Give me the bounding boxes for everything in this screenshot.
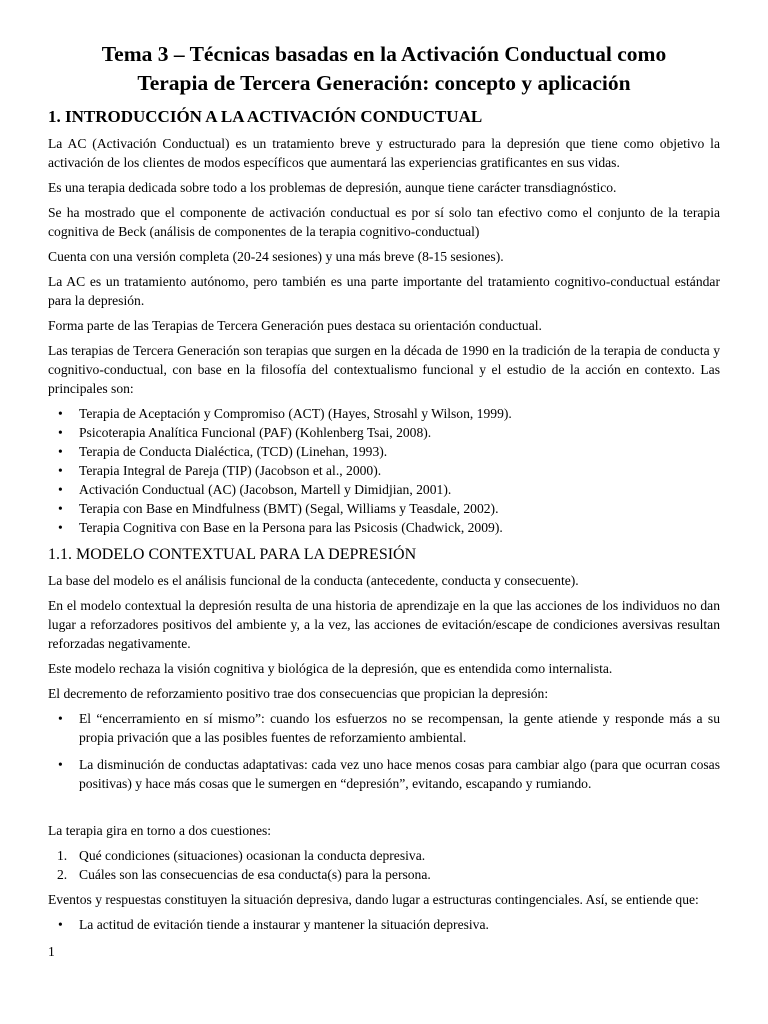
list-item xyxy=(48,846,720,865)
paragraph: Las terapias de Tercera Generación son terapias que surgen en la década de 1990 en la tradición de la terapia de conducta y cognitivo-conductual, con base en la filosofía del contextualismo funcional y el estudio de la acción en contexto. Las principales son: xyxy=(48,343,720,396)
list-text: Cuáles son las consecuencias de esa conducta(s) para la persona. xyxy=(79,867,431,882)
title-line-2: Terapia de Tercera Generación: concepto y aplicación xyxy=(137,71,631,95)
list-number: 2. xyxy=(57,867,68,882)
page-number: 1 xyxy=(48,944,55,959)
list-item: • Terapia de Conducta Dialéctica, (TCD) (Linehan, 1993). xyxy=(48,442,720,461)
list-item: • Terapia Integral de Pareja (TIP) (Jacobson et al., 2000). xyxy=(48,461,720,480)
list-item: • La disminución de conductas adaptativas: cada vez uno hace menos cosas para cambiar algo (para que ocurran cosas positivas) y hace más cosas que le sumergen en “depresión”, evitando, escapando y rumiando. xyxy=(48,755,720,793)
paragraph: La terapia gira en torno a dos cuestiones: xyxy=(48,823,272,838)
paragraph: Eventos y respuestas constituyen la situación depresiva, dando lugar a estructuras contingenciales. Así, se entiende que: xyxy=(48,892,699,907)
paragraph: Cuenta con una versión completa (20-24 sesiones) y una más breve (8-15 sesiones). xyxy=(48,249,504,264)
list-item: • Activación Conductual (AC) (Jacobson, Martell y Dimidjian, 2001). xyxy=(48,480,720,499)
section-1-heading: 1. INTRODUCCIÓN A LA ACTIVACIÓN CONDUCTUAL xyxy=(48,107,483,126)
paragraph: Forma parte de las Terapias de Tercera Generación pues destaca su orientación conductual. xyxy=(48,318,542,333)
list-item: • El “encerramiento en sí mismo”: cuando los esfuerzos no se recompensan, la gente atiende y responde más a su propia privación que a las posibles fuentes de reforzamiento ambiental. xyxy=(48,709,720,747)
section-1-1-heading: 1.1. MODELO CONTEXTUAL PARA LA DEPRESIÓN xyxy=(48,546,417,563)
paragraph: La AC (Activación Conductual) es un tratamiento breve y estructurado para la depresión que tiene como objetivo la activación de los clientes de modos específicos que aumentará las experiencias gratificantes en sus vidas. xyxy=(48,136,720,170)
paragraph: Se ha mostrado que el componente de activación conductual es por sí solo tan efectivo como el conjunto de la terapia cognitiva de Beck (análisis de componentes de la terapia cognitivo-conductual) xyxy=(48,205,720,239)
list-item: • Terapia con Base en Mindfulness (BMT) (Segal, Williams y Teasdale, 2002). xyxy=(48,499,720,518)
list-item: • La actitud de evitación tiende a instaurar y mantener la situación depresiva. xyxy=(48,915,720,934)
document-title xyxy=(48,40,720,98)
paragraph: La base del modelo es el análisis funcional de la conducta (antecedente, conducta y consecuente). xyxy=(48,573,579,588)
paragraph: Este modelo rechaza la visión cognitiva y biológica de la depresión, que es entendida como internalista. xyxy=(48,661,613,676)
therapies-list xyxy=(48,404,720,537)
list-text: Qué condiciones (situaciones) ocasionan la conducta depresiva. xyxy=(79,848,426,863)
consequences-list xyxy=(48,709,720,793)
list-item: • Terapia de Aceptación y Compromiso (ACT) (Hayes, Strosahl y Wilson, 1999). xyxy=(48,404,720,423)
list-item xyxy=(48,865,720,884)
final-list xyxy=(48,915,720,934)
list-number: 1. xyxy=(57,848,68,863)
list-item: • Psicoterapia Analítica Funcional (PAF) (Kohlenberg Tsai, 2008). xyxy=(48,423,720,442)
questions-list xyxy=(48,846,720,884)
paragraph: Es una terapia dedicada sobre todo a los problemas de depresión, aunque tiene carácter transdiagnóstico. xyxy=(48,180,617,195)
paragraph: La AC es un tratamiento autónomo, pero también es una parte importante del tratamiento cognitivo-conductual estándar para la depresión. xyxy=(48,274,720,308)
paragraph: El decremento de reforzamiento positivo trae dos consecuencias que propician la depresión: xyxy=(48,686,549,701)
spacer xyxy=(48,801,720,821)
title-line-1: Tema 3 – Técnicas basadas en la Activación Conductual como xyxy=(101,42,667,66)
paragraph: En el modelo contextual la depresión resulta de una historia de aprendizaje en la que las acciones de los individuos no dan lugar a reforzadores positivos del ambiente y, a la vez, las acciones de evitación/escape de condiciones aversivas resultan reforzadas negativamente. xyxy=(48,598,720,651)
list-item: • Terapia Cognitiva con Base en la Persona para las Psicosis (Chadwick, 2009). xyxy=(48,518,720,537)
